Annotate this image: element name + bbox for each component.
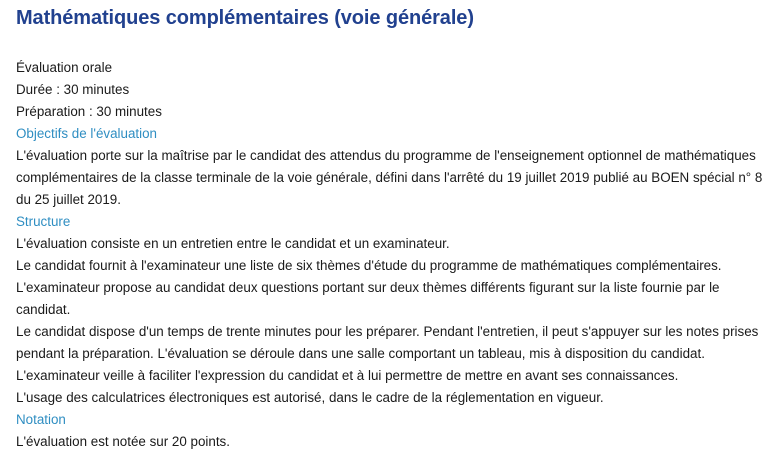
structure-paragraph: L'usage des calculatrices électroniques est autorisé, dans le cadre de la réglementation en vigueur. — [16, 390, 604, 405]
objectives-heading: Objectifs de l'évaluation — [16, 126, 158, 141]
notation-text: L'évaluation est notée sur 20 points. — [16, 434, 230, 449]
structure-paragraph: Le candidat fournit à l'examinateur une liste de six thèmes d'étude du programme de mathématiques complémentaires. — [16, 258, 722, 273]
objectives-text: L'évaluation porte sur la maîtrise par le candidat des attendus du programme de l'enseignement optionnel de mathématiques complémentaires de la classe terminale de la voie générale, défini dans l'arrêté du 19 juillet 2019 publié au BOEN spécial n° 8 du 25 juillet 2019. — [16, 148, 763, 207]
structure-heading: Structure — [16, 214, 71, 229]
evaluation-preparation: Préparation : 30 minutes — [16, 104, 162, 119]
structure-paragraph: Le candidat dispose d'un temps de trente minutes pour les préparer. Pendant l'entretien, il peut s'appuyer sur les notes prises pendant la préparation. L'évaluation se déroule dans une salle comportant un tableau, mis à disposition du candidat. — [16, 324, 759, 361]
structure-paragraph: L'examinateur propose au candidat deux questions portant sur deux thèmes différents figurant sur la liste fournie par le candidat. — [16, 280, 720, 317]
notation-heading: Notation — [16, 412, 66, 427]
page-title: Mathématiques complémentaires (voie générale) — [16, 7, 474, 29]
structure-paragraph: L'examinateur veille à faciliter l'expression du candidat et à lui permettre de mettre en avant ses connaissances. — [16, 368, 679, 383]
document-content — [16, 57, 764, 453]
evaluation-duration: Durée : 30 minutes — [16, 82, 130, 97]
structure-paragraph: L'évaluation consiste en un entretien entre le candidat et un examinateur. — [16, 236, 450, 251]
evaluation-type: Évaluation orale — [16, 60, 113, 75]
